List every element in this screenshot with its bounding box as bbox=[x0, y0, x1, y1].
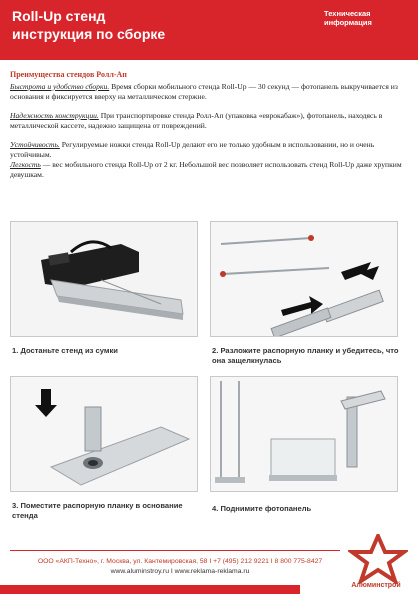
paragraph-text: Регулируемые ножки стенда Roll-Up делают его не только удобным в использовании, но и очень устойчивым. bbox=[10, 139, 375, 159]
step-2-image bbox=[210, 221, 398, 337]
page-title: Roll-Up стенд bbox=[12, 8, 106, 24]
advantages-section bbox=[10, 70, 408, 189]
bag-illustration bbox=[11, 222, 197, 336]
paragraph-lightness bbox=[10, 160, 408, 180]
paragraph-lead: Надежность конструкции. bbox=[10, 110, 99, 120]
step-4-caption: 4. Поднимите фотопанель bbox=[212, 504, 312, 513]
step-1-caption: 1. Достаньте стенд из сумки bbox=[12, 346, 118, 355]
document-type-label: Техническая информация bbox=[324, 9, 372, 28]
paragraph-text: При транспортировке стенда Ролл-Ап (упаковка «еврокабаж»), фотопанель, находясь в металлической кассете, надежно защищена от повреждений. bbox=[10, 110, 383, 130]
footer-divider bbox=[10, 550, 340, 551]
paragraph-reliability bbox=[10, 111, 408, 131]
section-heading: Преимущества стендов Ролл-Ап bbox=[10, 70, 127, 79]
paragraph-text: — вес мобильного стенда Roll-Up от 2 кг. Небольшой вес позволяет использовать стенд Roll-Up даже хрупким девушкам. bbox=[10, 159, 402, 179]
paragraph-lead: Быстрота и удобство сборки. bbox=[10, 81, 110, 91]
page-subtitle: инструкция по сборке bbox=[12, 26, 166, 42]
step-3-image bbox=[10, 376, 198, 492]
step-4-image bbox=[210, 376, 398, 492]
paragraph-text: Время сборки мобильного стенда Roll-Up — 30 секунд — фотопанель выкручивается из основания и фиксируется вверху на металлическом стержне. bbox=[10, 81, 398, 101]
paragraph-stability bbox=[10, 140, 408, 160]
paragraph-speed bbox=[10, 82, 408, 102]
banner-illustration bbox=[211, 377, 397, 491]
paragraph-lead: Устойчивость. bbox=[10, 139, 60, 149]
base-illustration bbox=[11, 377, 197, 491]
paragraph-lead: Легкость bbox=[10, 159, 41, 169]
brand-name: Алюминстрой bbox=[351, 582, 401, 589]
step-1-image bbox=[10, 221, 198, 337]
star-logo-icon bbox=[348, 534, 408, 584]
step-3-caption: 3. Поместите распорную планку в основание стенда bbox=[12, 501, 183, 520]
page-header bbox=[0, 0, 418, 60]
footer-bar bbox=[0, 585, 300, 594]
footer-links: www.aluminstroy.ru I www.reklama-reklama.ru bbox=[110, 568, 250, 575]
footer-contacts: ООО «АКП-Техно», г. Москва, ул. Кантемировская, 58 I +7 (495) 212 9221 I 8 800 775-8427 bbox=[37, 558, 323, 565]
rod-illustration bbox=[211, 222, 397, 336]
step-2-caption: 2. Разложите распорную планку и убедитесь, что она защелкнулась bbox=[212, 346, 399, 365]
